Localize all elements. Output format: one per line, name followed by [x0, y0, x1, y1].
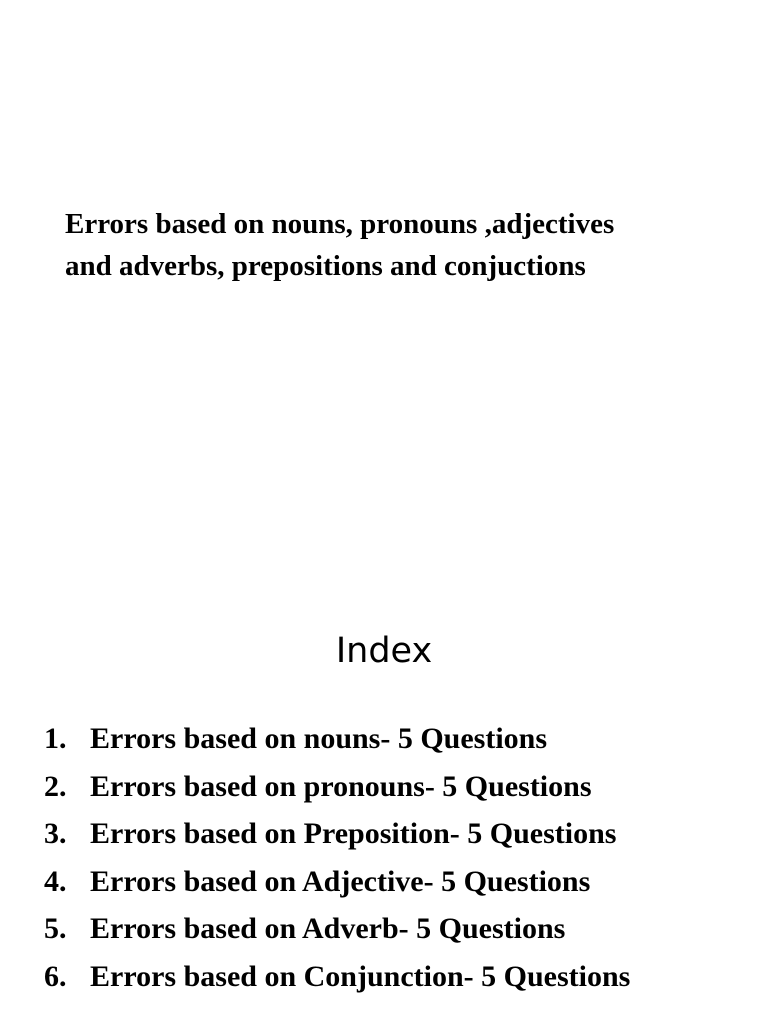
index-item-number: 5. [44, 912, 67, 946]
index-item-number: 6. [44, 959, 67, 993]
index-item-text: Errors based on Adverb- 5 Questions [90, 912, 566, 946]
index-item-nouns [44, 715, 630, 763]
index-item-text: Errors based on pronouns- 5 Questions [90, 769, 592, 803]
index-item-text: Errors based on Conjunction- 5 Questions [90, 959, 631, 993]
index-item-text: Errors based on Adjective- 5 Questions [90, 864, 591, 898]
index-item-adjective [44, 858, 630, 906]
title-line-2: and adverbs, prepositions and conjuctions [65, 250, 586, 282]
index-item-preposition [44, 810, 630, 858]
index-list [44, 715, 630, 1001]
title-line-1: Errors based on nouns, pronouns ,adjectives [65, 208, 615, 240]
index-heading: Index [335, 631, 433, 671]
index-item-pronouns [44, 763, 630, 811]
document-title [65, 203, 745, 287]
index-item-conjunction [44, 953, 630, 1001]
index-item-adverb [44, 905, 630, 953]
index-item-number: 4. [44, 864, 67, 898]
index-item-number: 2. [44, 769, 67, 803]
index-item-number: 1. [44, 722, 67, 755]
index-item-text: Errors based on nouns- 5 Questions [90, 722, 548, 755]
index-item-text: Errors based on Preposition- 5 Questions [90, 817, 617, 851]
index-item-number: 3. [44, 817, 67, 851]
